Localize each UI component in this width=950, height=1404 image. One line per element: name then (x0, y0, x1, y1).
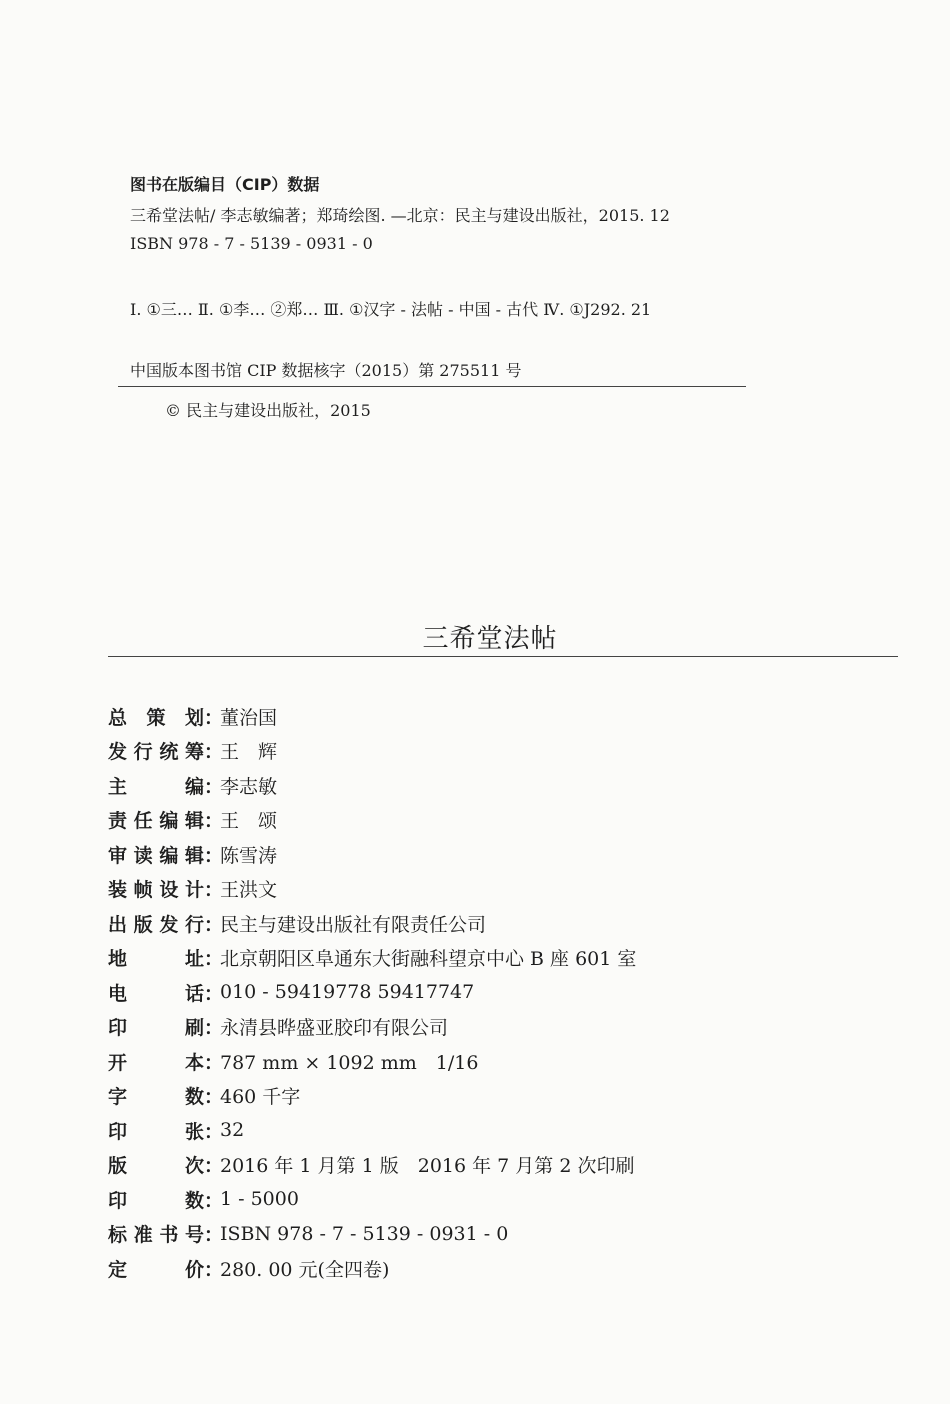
label-char: 印 (108, 1120, 128, 1143)
label-char: 编 (184, 775, 204, 798)
info-value: 北京朝阳区阜通东大街融科望京中心 B 座 601 室 (220, 948, 637, 971)
info-colon: ： (204, 1017, 224, 1040)
label-char: 行 (184, 913, 204, 936)
label-char: 标 (108, 1224, 128, 1247)
cip-classification-line: Ⅰ. ①三… Ⅱ. ①李… ②郑… Ⅲ. ①汉字 - 法帖 - 中国 - 古代 Ⅳ. ①J292. 21 (130, 300, 652, 319)
cip-heading: 图书在版编目（CIP）数据 (130, 175, 320, 194)
info-value: 787 mm × 1092 mm 1/16 (220, 1051, 479, 1074)
label-char: 定 (108, 1258, 128, 1281)
label-char: 出 (108, 913, 128, 936)
info-row (108, 768, 636, 803)
info-label (108, 910, 204, 937)
info-row (108, 1079, 636, 1114)
label-char: 设 (159, 879, 179, 902)
label-char: 读 (133, 844, 153, 867)
info-value: 1 - 5000 (220, 1188, 299, 1211)
info-label (108, 1082, 204, 1109)
book-title: 三希堂法帖 (422, 624, 558, 654)
info-row (108, 1148, 636, 1183)
info-value: 010 - 59419778 59417747 (220, 981, 475, 1004)
info-row (108, 699, 636, 734)
info-colon: ： (204, 1086, 224, 1109)
info-value: 陈雪涛 (220, 844, 278, 867)
label-char: 数 (184, 1086, 204, 1109)
label-char: 责 (108, 810, 128, 833)
label-char: 号 (184, 1224, 204, 1247)
label-char: 行 (133, 741, 153, 764)
label-char: 话 (184, 982, 204, 1005)
label-char: 本 (184, 1051, 204, 1074)
label-char: 装 (108, 879, 128, 902)
label-char: 电 (108, 982, 128, 1005)
label-char: 任 (133, 810, 153, 833)
label-char: 编 (159, 810, 179, 833)
info-row (108, 1251, 636, 1286)
info-row (108, 872, 636, 907)
title-divider (108, 656, 898, 657)
info-value: ISBN 978 - 7 - 5139 - 0931 - 0 (220, 1222, 509, 1245)
label-char: 刷 (184, 1017, 204, 1040)
label-char: 开 (108, 1051, 128, 1074)
label-char: 次 (184, 1155, 204, 1178)
info-value: 永清县晔盛亚胶印有限公司 (220, 1017, 449, 1040)
info-label (108, 772, 204, 799)
info-value: 460 千字 (220, 1086, 301, 1109)
info-colon: ： (204, 1224, 224, 1247)
label-char: 筹 (184, 741, 204, 764)
info-row (108, 1010, 636, 1045)
label-char: 辑 (184, 810, 204, 833)
info-colon: ： (204, 1051, 224, 1074)
cip-isbn-line: ISBN 978 - 7 - 5139 - 0931 - 0 (130, 234, 373, 253)
cip-title-line: 三希堂法帖/ 李志敏编著；郑琦绘图. —北京：民主与建设出版社，2015. 12 (130, 206, 670, 225)
info-value: 董治国 (220, 706, 278, 729)
label-char: 发 (159, 913, 179, 936)
label-char: 版 (133, 913, 153, 936)
info-row (108, 1182, 636, 1217)
info-colon: ： (204, 775, 224, 798)
label-char: 总 (108, 706, 128, 729)
label-char: 价 (184, 1258, 204, 1281)
copyright-line: © 民主与建设出版社，2015 (165, 401, 371, 420)
label-char: 字 (108, 1086, 128, 1109)
info-row (108, 1113, 636, 1148)
info-row (108, 975, 636, 1010)
info-value: 王 颂 (220, 810, 278, 833)
label-char: 计 (184, 879, 204, 902)
info-label (108, 1151, 204, 1178)
label-char: 主 (108, 775, 128, 798)
info-row (108, 1044, 636, 1079)
info-colon: ： (204, 706, 224, 729)
info-value: 王洪文 (220, 879, 278, 902)
cip-record-line: 中国版本图书馆 CIP 数据核字（2015）第 275511 号 (130, 361, 522, 380)
info-colon: ： (204, 948, 224, 971)
label-char: 址 (184, 948, 204, 971)
info-value: 王 辉 (220, 741, 278, 764)
publication-info (108, 699, 636, 1286)
info-value: 280. 00 元(全四卷) (220, 1258, 390, 1281)
info-row (108, 906, 636, 941)
info-colon: ： (204, 913, 224, 936)
info-colon: ： (204, 1189, 224, 1212)
info-label (108, 875, 204, 902)
info-label (108, 841, 204, 868)
info-label (108, 979, 204, 1006)
label-char: 书 (159, 1224, 179, 1247)
info-value: 李志敏 (220, 775, 278, 798)
info-colon: ： (204, 982, 224, 1005)
info-colon: ： (204, 1258, 224, 1281)
info-label (108, 1013, 204, 1040)
info-colon: ： (204, 810, 224, 833)
label-char: 编 (159, 844, 179, 867)
info-label (108, 703, 204, 730)
info-colon: ： (204, 1155, 224, 1178)
info-value: 2016 年 1 月第 1 版 2016 年 7 月第 2 次印刷 (220, 1155, 635, 1178)
label-char: 版 (108, 1155, 128, 1178)
info-row (108, 837, 636, 872)
info-label (108, 1186, 204, 1213)
label-char: 辑 (184, 844, 204, 867)
info-row (108, 941, 636, 976)
info-colon: ： (204, 741, 224, 764)
info-row (108, 734, 636, 769)
cip-divider (118, 386, 746, 387)
label-char: 印 (108, 1017, 128, 1040)
label-char: 统 (159, 741, 179, 764)
info-label (108, 1048, 204, 1075)
info-colon: ： (204, 879, 224, 902)
info-label (108, 1117, 204, 1144)
info-value: 32 (220, 1119, 245, 1142)
info-label (108, 737, 204, 764)
label-char: 准 (133, 1224, 153, 1247)
label-char: 印 (108, 1189, 128, 1212)
info-colon: ： (204, 1120, 224, 1143)
label-char: 地 (108, 948, 128, 971)
info-row (108, 1217, 636, 1252)
label-char: 划 (184, 706, 204, 729)
label-char: 发 (108, 741, 128, 764)
info-row (108, 803, 636, 838)
info-colon: ： (204, 844, 224, 867)
label-char: 策 (146, 706, 166, 729)
info-label (108, 944, 204, 971)
label-char: 审 (108, 844, 128, 867)
info-label (108, 1255, 204, 1282)
info-value: 民主与建设出版社有限责任公司 (220, 913, 487, 936)
label-char: 张 (184, 1120, 204, 1143)
label-char: 帧 (133, 879, 153, 902)
info-label (108, 1220, 204, 1247)
info-label (108, 806, 204, 833)
label-char: 数 (184, 1189, 204, 1212)
